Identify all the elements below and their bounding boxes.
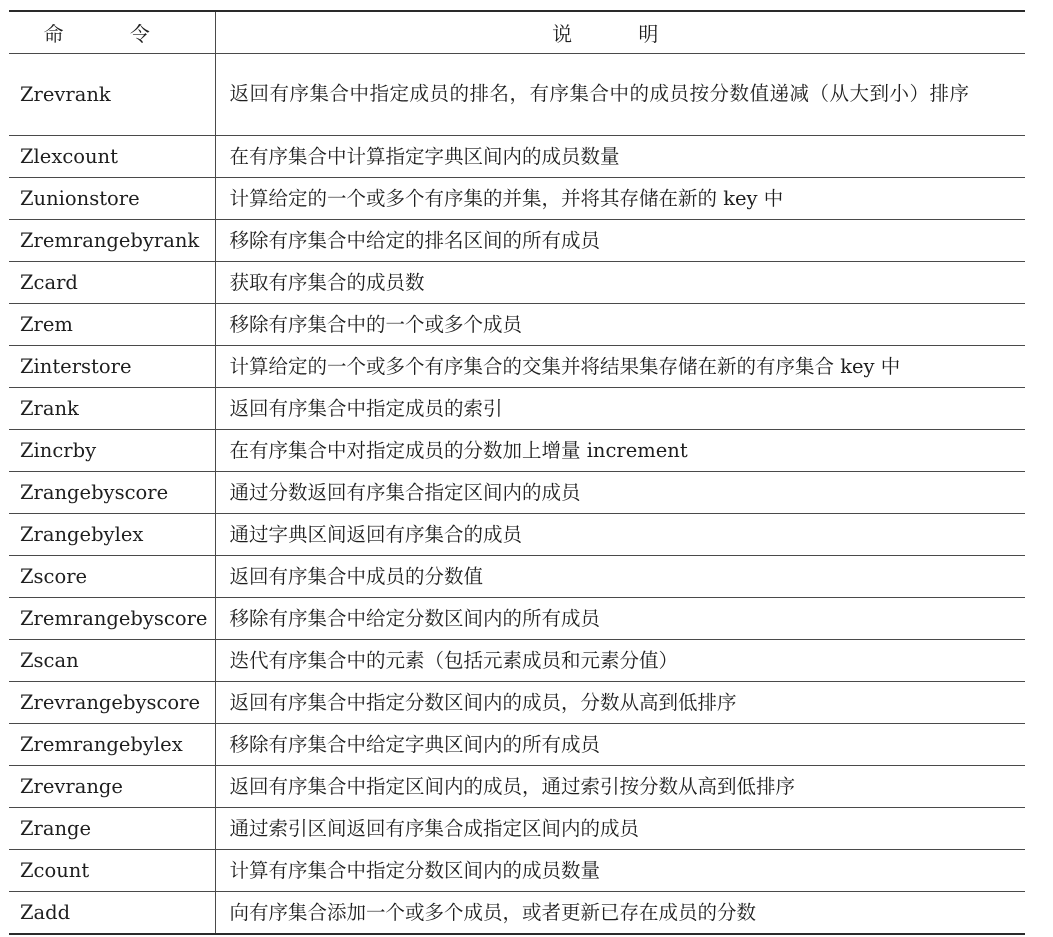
- command-cell: Zincrby: [9, 429, 215, 471]
- table-row: [9, 681, 1025, 723]
- command-cell: Zrange: [9, 807, 215, 849]
- description-cell: 通过索引区间返回有序集合成指定区间内的成员: [215, 807, 1025, 849]
- table-row: [9, 639, 1025, 681]
- table-row: [9, 177, 1025, 219]
- description-cell: 计算给定的一个或多个有序集合的交集并将结果集存储在新的有序集合 key 中: [215, 345, 1025, 387]
- table-row: [9, 303, 1025, 345]
- description-cell: 移除有序集合中给定的排名区间的所有成员: [215, 219, 1025, 261]
- description-cell: 迭代有序集合中的元素（包括元素成员和元素分值）: [215, 639, 1025, 681]
- table-row: [9, 135, 1025, 177]
- command-cell: Zscan: [9, 639, 215, 681]
- table-row: [9, 555, 1025, 597]
- table-row: [9, 345, 1025, 387]
- command-cell: Zremrangebylex: [9, 723, 215, 765]
- command-cell: Zscore: [9, 555, 215, 597]
- table-row: [9, 765, 1025, 807]
- description-cell: 移除有序集合中给定字典区间内的所有成员: [215, 723, 1025, 765]
- command-cell: Zlexcount: [9, 135, 215, 177]
- description-cell: 移除有序集合中的一个或多个成员: [215, 303, 1025, 345]
- table-row: [9, 891, 1025, 934]
- table-row: [9, 387, 1025, 429]
- table-row: [9, 261, 1025, 303]
- command-cell: Zremrangebyrank: [9, 219, 215, 261]
- description-cell: 在有序集合中对指定成员的分数加上增量 increment: [215, 429, 1025, 471]
- command-cell: Zremrangebyscore: [9, 597, 215, 639]
- header-row: [9, 11, 1025, 53]
- command-cell: Zrangebyscore: [9, 471, 215, 513]
- command-cell: Zunionstore: [9, 177, 215, 219]
- table-row: [9, 429, 1025, 471]
- description-cell: 通过字典区间返回有序集合的成员: [215, 513, 1025, 555]
- table-row: [9, 219, 1025, 261]
- command-cell: Zrevrank: [9, 53, 215, 135]
- description-cell: 返回有序集合中指定成员的排名，有序集合中的成员按分数值递减（从大到小）排序: [215, 53, 1025, 135]
- table-row: [9, 723, 1025, 765]
- command-cell: Zrevrange: [9, 765, 215, 807]
- description-cell: 返回有序集合中指定成员的索引: [215, 387, 1025, 429]
- description-cell: 获取有序集合的成员数: [215, 261, 1025, 303]
- header-description: 说 明: [215, 11, 1025, 53]
- description-cell: 返回有序集合中指定分数区间内的成员，分数从高到低排序: [215, 681, 1025, 723]
- table-row: [9, 597, 1025, 639]
- table-row: [9, 849, 1025, 891]
- command-cell: Zrangebylex: [9, 513, 215, 555]
- description-cell: 返回有序集合中成员的分数值: [215, 555, 1025, 597]
- command-cell: Zcount: [9, 849, 215, 891]
- table-row: [9, 513, 1025, 555]
- table-row: [9, 471, 1025, 513]
- command-cell: Zcard: [9, 261, 215, 303]
- command-cell: Zrank: [9, 387, 215, 429]
- description-cell: 在有序集合中计算指定字典区间内的成员数量: [215, 135, 1025, 177]
- table-row: [9, 807, 1025, 849]
- command-cell: Zrevrangebyscore: [9, 681, 215, 723]
- command-cell: Zrem: [9, 303, 215, 345]
- header-command: 命 令: [9, 11, 215, 53]
- description-cell: 通过分数返回有序集合指定区间内的成员: [215, 471, 1025, 513]
- command-cell: Zadd: [9, 891, 215, 934]
- table-header: [9, 11, 1025, 53]
- command-cell: Zinterstore: [9, 345, 215, 387]
- description-cell: 计算有序集合中指定分数区间内的成员数量: [215, 849, 1025, 891]
- table-row: [9, 53, 1025, 135]
- description-cell: 计算给定的一个或多个有序集的并集，并将其存储在新的 key 中: [215, 177, 1025, 219]
- description-cell: 移除有序集合中给定分数区间内的所有成员: [215, 597, 1025, 639]
- table-body: [9, 53, 1025, 934]
- description-cell: 返回有序集合中指定区间内的成员，通过索引按分数从高到低排序: [215, 765, 1025, 807]
- description-cell: 向有序集合添加一个或多个成员，或者更新已存在成员的分数: [215, 891, 1025, 934]
- redis-sorted-set-command-table: [9, 10, 1025, 935]
